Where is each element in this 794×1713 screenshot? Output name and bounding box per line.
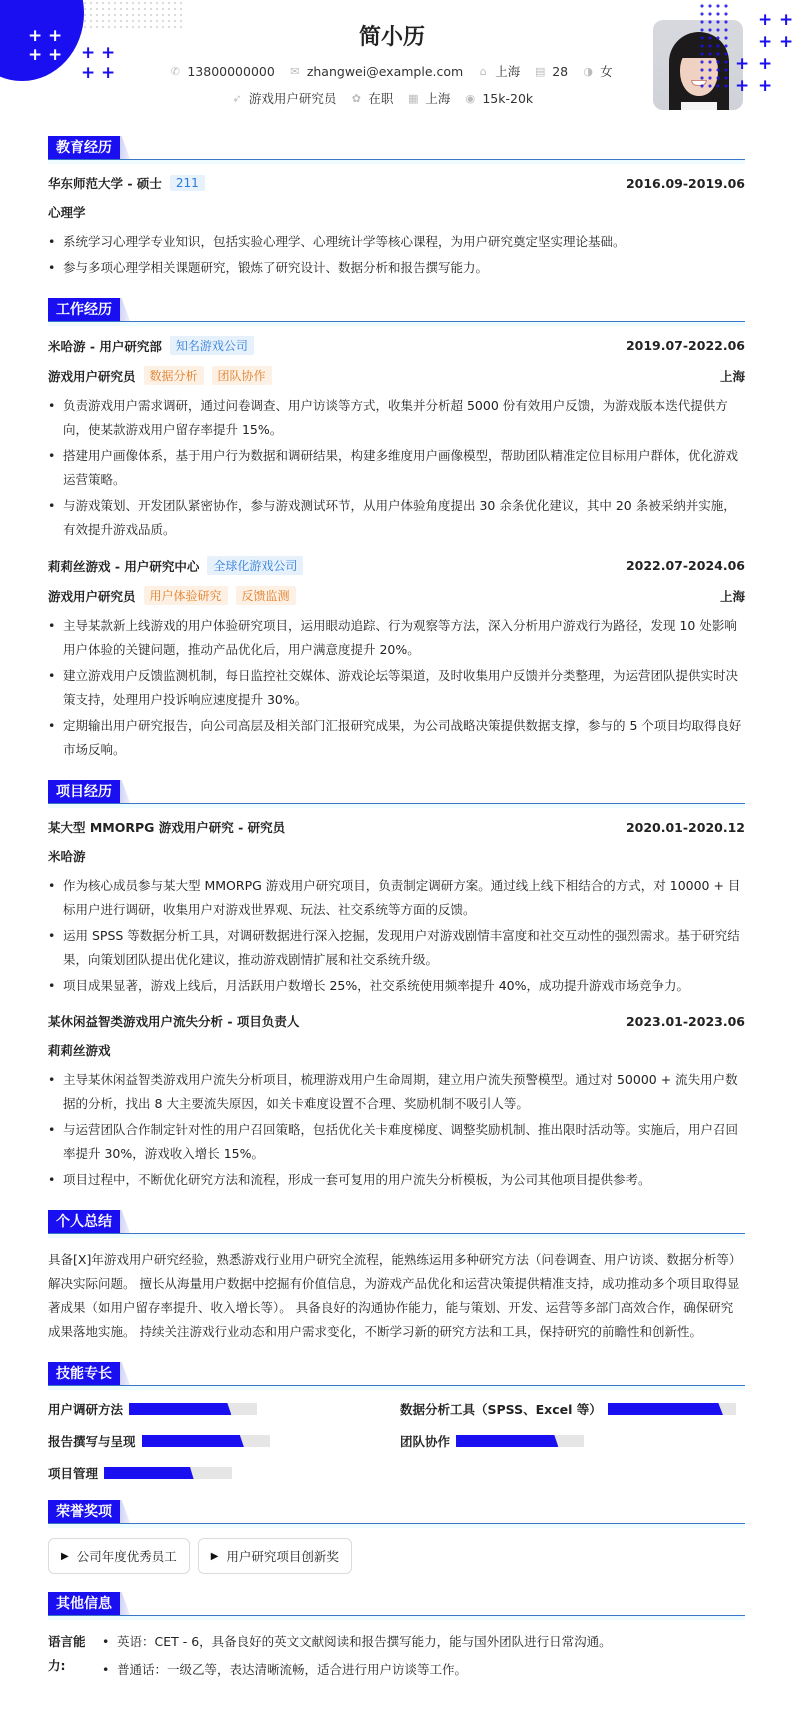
section-other xyxy=(48,1592,745,1686)
section-title: 其他信息 xyxy=(48,1592,120,1615)
award-name: 用户研究项目创新奖 xyxy=(226,1549,339,1564)
decorative-plus-icon: + xyxy=(758,76,773,96)
company-tag: 全球化游戏公司 xyxy=(207,556,303,575)
section-header xyxy=(48,1210,745,1234)
summary-text: 具备[X]年游戏用户研究经验，熟悉游戏行业用户研究全流程，能熟练运用多种研究方法（问卷调查、用户访谈、数据分析等）解决实际问题。 擅长从海量用户数据中挖掘有价值信息，为游戏产品优化和运营决策提供精准支持，成功推动多个项目取得显著成果（如用户留存率提升、收入增长等）。 具备良好的沟通协作能力，能与策划、开发、运营等多部门高效合作，确保研究成果落地实施。 持续关注游戏行业动态和用户需求变化，不断学习新的研究方法和工具，保持研究的前瞻性和创新性。 xyxy=(48,1252,742,1339)
company-name: 米哈游 - 用户研究部 xyxy=(48,338,162,354)
employment-status xyxy=(350,89,393,107)
section-title: 荣誉奖项 xyxy=(48,1500,120,1523)
list-item: • 主导某款新上线游戏的用户体验研究项目，运用眼动追踪、行为观察等方法，深入分析用户游戏行为路径，发现 10 处影响用户体验的关键问题，推动产品优化后，用户满意度提升 20%。 xyxy=(48,614,745,662)
skill-name: 项目管理 xyxy=(48,1466,99,1481)
age-icon: ▤ xyxy=(535,64,546,78)
list-item: • 英语：CET - 6，具备良好的英文文献阅读和报告撰写能力，能与国外团队进行日常沟通。 xyxy=(102,1630,612,1654)
decorative-plus-icon: + xyxy=(735,54,750,74)
awards-list xyxy=(48,1538,745,1574)
list-item: • 项目成果显著，游戏上线后，月活跃用户数增长 25%，社交系统使用频率提升 40%，成功提升游戏市场竞争力。 xyxy=(48,974,745,998)
contact-email xyxy=(289,62,463,80)
decorative-plus-icon: + xyxy=(735,76,750,96)
skill-item xyxy=(48,1432,400,1450)
education-date: 2016.09-2019.06 xyxy=(625,175,745,191)
project-entry xyxy=(48,818,745,998)
decorative-plus-icon: + xyxy=(48,26,63,46)
section-title: 技能专长 xyxy=(48,1362,120,1385)
section-header xyxy=(48,136,745,160)
work-date: 2019.07-2022.06 xyxy=(625,338,745,353)
section-title: 个人总结 xyxy=(48,1210,120,1233)
major: 心理学 xyxy=(48,205,86,220)
gender-value: 女 xyxy=(600,64,613,79)
expected-salary xyxy=(464,89,533,107)
status-icon: ✿ xyxy=(351,91,361,105)
decorative-plus-icon: + xyxy=(101,43,116,63)
skills-grid xyxy=(48,1400,745,1482)
salary-icon: ◉ xyxy=(465,91,476,105)
list-item: • 项目过程中，不断优化研究方法和流程，形成一套可复用的用户流失分析模板，为公司其他项目提供参考。 xyxy=(48,1168,745,1192)
city-value: 上海 xyxy=(425,91,451,106)
work-location: 上海 xyxy=(719,368,745,384)
decorative-plus-icon: + xyxy=(81,63,96,83)
work-entry xyxy=(48,556,745,762)
skill-name: 数据分析工具（SPSS、Excel 等） xyxy=(400,1402,602,1417)
project-org: 米哈游 xyxy=(48,849,86,864)
section-header xyxy=(48,1592,745,1616)
role-tag: 反馈监测 xyxy=(236,586,296,605)
phone-value: 13800000000 xyxy=(187,63,275,79)
triangle-right-icon: ▶ xyxy=(210,1550,219,1562)
email-value: zhangwei@example.com xyxy=(306,63,464,79)
salary-value: 15k-20k xyxy=(482,90,534,106)
triangle-right-icon: ▶ xyxy=(61,1550,69,1562)
section-title: 教育经历 xyxy=(48,136,120,159)
skill-item xyxy=(48,1400,400,1418)
target-city xyxy=(407,89,450,107)
decorative-plus-icon: + xyxy=(28,45,43,65)
gender-icon: ◑ xyxy=(583,64,593,78)
list-item: • 定期输出用户研究报告，向公司高层及相关部门汇报研究成果，为公司战略决策提供数据支撑，参与的 5 个项目均取得良好市场反响。 xyxy=(48,714,745,762)
section-header xyxy=(48,780,745,804)
section-title: 项目经历 xyxy=(48,780,120,803)
list-item: • 参与多项心理学相关课题研究，锻炼了研究设计、数据分析和报告撰写能力。 xyxy=(48,256,745,280)
candidate-name: 简小历 xyxy=(358,25,425,50)
decorative-plus-icon: + xyxy=(758,10,773,30)
location-value: 上海 xyxy=(495,64,521,79)
contact-age xyxy=(534,62,568,80)
school-tag: 211 xyxy=(170,175,205,191)
work-date: 2022.07-2024.06 xyxy=(625,558,745,573)
project-date: 2020.01-2020.12 xyxy=(625,819,745,835)
skill-name: 用户调研方法 xyxy=(48,1402,124,1417)
decorative-plus-icon: + xyxy=(101,63,116,83)
decorative-plus-icon: + xyxy=(758,32,773,52)
section-education xyxy=(48,136,745,280)
role-tag: 用户体验研究 xyxy=(144,586,228,605)
project-entry xyxy=(48,1012,745,1192)
list-item: • 负责游戏用户需求调研，通过问卷调查、用户访谈等方式，收集并分析超 5000 份有效用户反馈，为游戏版本迭代提供方向，使某款游戏用户留存率提升 15%。 xyxy=(48,394,745,442)
phone-icon: ✆ xyxy=(170,64,180,78)
award-chip xyxy=(198,1538,352,1574)
section-header xyxy=(48,1362,745,1386)
language-skills xyxy=(48,1630,745,1686)
section-skills xyxy=(48,1362,745,1482)
decorative-plus-icon: + xyxy=(779,10,794,30)
skill-name: 团队协作 xyxy=(400,1434,451,1449)
contact-phone xyxy=(169,62,274,80)
project-org: 莉莉丝游戏 xyxy=(48,1043,111,1058)
section-summary xyxy=(48,1210,745,1344)
skill-level-bar xyxy=(104,1467,232,1479)
job-intent-icon: ➶ xyxy=(232,91,242,105)
contact-location xyxy=(477,62,520,80)
list-item: • 建立游戏用户反馈监测机制，每日监控社交媒体、游戏论坛等渠道，及时收集用户反馈并分类整理，为运营团队提供实时决策支持，处理用户投诉响应速度提升 30%。 xyxy=(48,664,745,712)
section-header xyxy=(48,298,745,322)
job-intent xyxy=(231,89,337,107)
decorative-plus-icon: + xyxy=(758,54,773,74)
award-chip xyxy=(48,1538,190,1574)
skill-item xyxy=(400,1432,745,1450)
section-awards xyxy=(48,1500,745,1574)
role-title: 游戏用户研究员 xyxy=(48,368,136,384)
skill-level-bar xyxy=(129,1403,257,1415)
project-name: 某大型 MMORPG 游戏用户研究 - 研究员 xyxy=(48,820,286,835)
work-location: 上海 xyxy=(719,588,745,604)
list-item: • 普通话：一级乙等，表达清晰流畅，适合进行用户访谈等工作。 xyxy=(102,1658,612,1682)
skill-level-bar xyxy=(456,1435,584,1447)
decorative-plus-icon: + xyxy=(48,45,63,65)
section-title: 工作经历 xyxy=(48,298,120,321)
school-name: 华东师范大学 - 硕士 xyxy=(48,176,162,191)
section-projects xyxy=(48,780,745,1192)
decorative-plus-icon: + xyxy=(28,26,43,46)
work-entry xyxy=(48,336,745,542)
age-value: 28 xyxy=(552,63,569,79)
skill-item xyxy=(48,1464,400,1482)
decorative-dot-column xyxy=(698,2,732,92)
project-date: 2023.01-2023.06 xyxy=(625,1013,745,1029)
section-work xyxy=(48,298,745,762)
skill-name: 报告撰写与呈现 xyxy=(48,1434,136,1449)
list-item: • 系统学习心理学专业知识，包括实验心理学、心理统计学等核心课程，为用户研究奠定坚实理论基础。 xyxy=(48,230,745,254)
home-icon: ⌂ xyxy=(479,64,487,78)
list-item: • 搭建用户画像体系，基于用户行为数据和调研结果，构建多维度用户画像模型，帮助团队精准定位目标用户群体，优化游戏运营策略。 xyxy=(48,444,745,492)
award-name: 公司年度优秀员工 xyxy=(76,1549,177,1564)
list-item: • 主导某休闲益智类游戏用户流失分析项目，梳理游戏用户生命周期，建立用户流失预警模型。通过对 50000 + 流失用户数据的分析，找出 8 大主要流失原因，如关卡难度设置不合理、奖励机制不吸引人等。 xyxy=(48,1068,745,1116)
job-intent-value: 游戏用户研究员 xyxy=(248,91,337,106)
language-label: 语言能力: xyxy=(48,1634,86,1673)
status-value: 在职 xyxy=(368,91,394,106)
company-tag: 知名游戏公司 xyxy=(170,336,254,355)
resume-body xyxy=(48,136,745,1704)
city-icon: ▦ xyxy=(408,91,419,105)
role-tag: 团队协作 xyxy=(212,366,272,385)
list-item: • 作为核心成员参与某大型 MMORPG 游戏用户研究项目，负责制定调研方案。通过线上线下相结合的方式，对 10000 + 目标用户进行调研，收集用户对游戏世界观、玩法、社交系统等方面的反馈。 xyxy=(48,874,745,922)
email-icon: ✉ xyxy=(290,64,300,78)
section-header xyxy=(48,1500,745,1524)
skill-level-bar xyxy=(142,1435,270,1447)
education-entry xyxy=(48,174,745,280)
list-item: • 与游戏策划、开发团队紧密协作，参与游戏测试环节，从用户体验角度提出 30 余条优化建议，其中 20 条被采纳并实施，有效提升游戏品质。 xyxy=(48,494,745,542)
role-tag: 数据分析 xyxy=(144,366,204,385)
resume-header xyxy=(0,0,794,120)
contact-gender xyxy=(582,62,613,80)
decorative-plus-icon: + xyxy=(779,32,794,52)
decorative-plus-icon: + xyxy=(81,43,96,63)
list-item: • 与运营团队合作制定针对性的用户召回策略，包括优化关卡难度梯度、调整奖励机制、推出限时活动等。实施后，用户召回率提升 30%，游戏收入增长 15%。 xyxy=(48,1118,745,1166)
skill-level-bar xyxy=(608,1403,736,1415)
role-title: 游戏用户研究员 xyxy=(48,588,136,604)
project-name: 某休闲益智类游戏用户流失分析 - 项目负责人 xyxy=(48,1014,300,1029)
skill-item xyxy=(400,1400,745,1418)
list-item: • 运用 SPSS 等数据分析工具，对调研数据进行深入挖掘，发现用户对游戏剧情丰富度和社交互动性的强烈需求。基于研究结果，向策划团队提出优化建议，推动游戏剧情扩展和社交系统升级。 xyxy=(48,924,745,972)
company-name: 莉莉丝游戏 - 用户研究中心 xyxy=(48,558,200,574)
